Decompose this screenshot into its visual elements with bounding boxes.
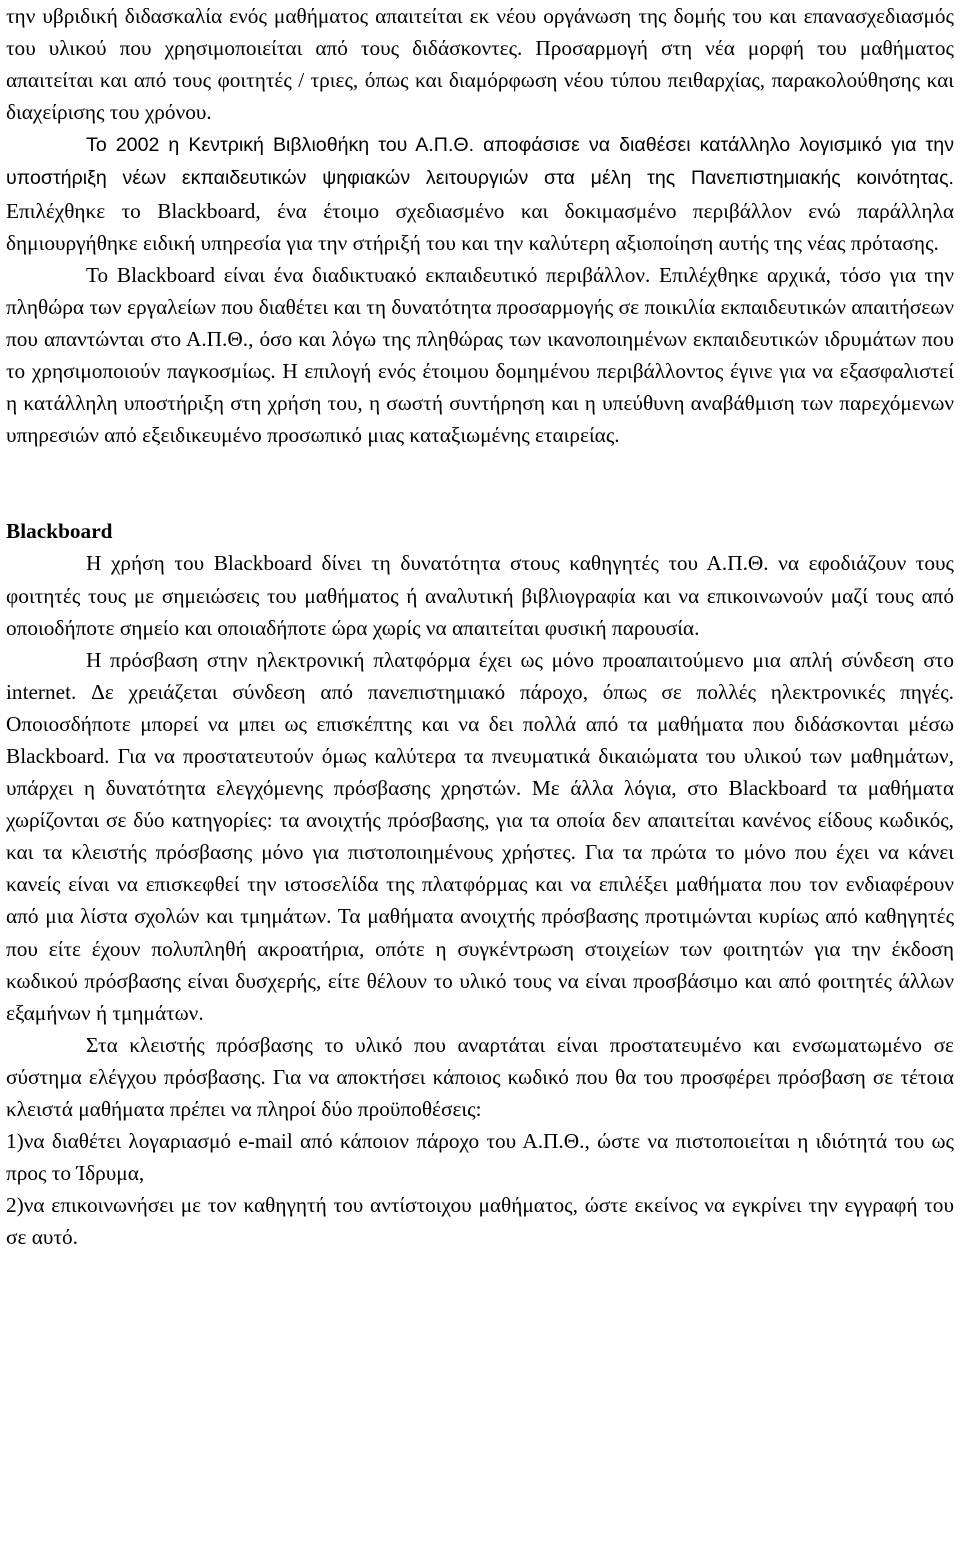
condition-item-1: 1)να διαθέτει λογαριασμό e-mail από κάποιον πάροχο του Α.Π.Θ., ώστε να πιστοποιείται η ιδιότητά του ως προς το Ίδρυμα, [6,1129,954,1186]
usage-paragraph: Η χρήση του Blackboard δίνει τη δυνατότητα στους καθηγητές του Α.Π.Θ. να εφοδιάζουν τους φοιτητές τους με σημειώσεις του μαθήματος ή αναλυτική βιβλιογραφία και να επικοινωνούν μαζί τους από οποιοδήποτε σημείο και οποιαδήποτε ώρα χωρίς να απαιτείται φυσική παρουσία. [6,551,954,640]
library-decision-paragraph [6,128,954,258]
section-heading: Blackboard [6,519,113,544]
document-page [6,0,954,1253]
section-spacer [6,451,954,515]
intro-paragraph: την υβριδική διδασκαλία ενός μαθήματος απαιτείται εκ νέου οργάνωση της δομής του και επανασχεδιασμός του υλικού που χρησιμοποιείται από τους διδάσκοντες. Προσαρμογή στη νέα μορφή του μαθήματος απαιτείται και από τους φοιτητές / τριες, όπως και διαμόρφωση νέου τύπου πειθαρχίας, παρακολούθησης και διαχείρισης του χρόνου. [6,4,954,125]
access-paragraph: Η πρόσβαση στην ηλεκτρονική πλατφόρμα έχει ως μόνο προαπαιτούμενο μια απλή σύνδεση στο internet. Δε χρειάζεται σύνδεση από πανεπιστημιακό πάροχο, όπως σε πολλές ηλεκτρονικές πηγές. Οποιοσδήποτε μπορεί να μπει ως επισκέπτης και να δει πολλά από τα μαθήματα που διδάσκονται μέσω Blackboard. Για να προστατευτούν όμως καλύτερα τα πνευματικά δικαιώματα του υλικού των μαθημάτων, υπάρχει η δυνατότητα ελεγχόμενης πρόσβασης χρηστών. Με άλλα λόγια, στο Blackboard τα μαθήματα χωρίζονται σε δύο κατηγορίες: τα ανοιχτής πρόσβασης, για τα οποία δεν απαιτείται κανένος είδους κωδικός, και τα κλειστής πρόσβασης μόνο για πιστοποιημένους χρήστες. Για τα πρώτα το μόνο που έχει να κάνει κανείς είναι να επισκεφθεί την ιστοσελίδα της πλατφόρμας και να επιλέξει μαθήματα που τον ενδιαφέρουν από μια λίστα σχολών και τμημάτων. Τα μαθήματα ανοιχτής πρόσβασης προτιμώνται κυρίως από καθηγητές που είτε έχουν πολυπληθή ακροατήρια, οπότε η συγκέντρωση στοιχείων των φοιτητών για την έκδοση κωδικού πρόσβασης είναι δυσχερής, είτε θέλουν το υλικό τους να είναι προσβάσιμο και από φοιτητές άλλων εξαμήνων ή τμημάτων. [6,647,954,1025]
library-decision-sentence: Το 2002 η Κεντρική Βιβλιοθήκη του Α.Π.Θ. αποφάσισε να διαθέσει κατάλληλο λογισμικό για την υποστήριξη νέων εκπαιδευτικών ψηφιακών λειτουργιών στα μέλη της Πανεπιστημιακής κοινότητας. [6,134,954,190]
condition-item-2: 2)να επικοινωνήσει με τον καθηγητή του αντίστοιχου μαθήματος, ώστε εκείνος να εγκρίνει την εγγραφή του σε αυτό. [6,1193,954,1250]
closed-access-paragraph: Στα κλειστής πρόσβασης το υλικό που αναρτάται είναι προστατευμένο και ενσωματωμένο σε σύστημα ελέγχου πρόσβασης. Για να αποκτήσει κάποιος κωδικό που θα του προσφέρει πρόσβαση σε τέτοια κλειστά μαθήματα πρέπει να πληροί δύο προϋποθέσεις: [6,1032,954,1121]
blackboard-selection-sentence: Επιλέχθηκε το Blackboard, ένα έτοιμο σχεδιασμένο και δοκιμασμένο περιβάλλον ενώ παράλληλα δημιουργήθηκε ειδική υπηρεσία για την στήριξή του και την καλύτερη αξιοποίηση αυτής της νέας πρότασης. [6,198,954,255]
blackboard-environment-paragraph: Το Blackboard είναι ένα διαδικτυακό εκπαιδευτικό περιβάλλον. Επιλέχθηκε αρχικά, τόσο για την πληθώρα των εργαλείων που διαθέτει και τη δυνατότητα προσαρμογής σε ποικιλία εκπαιδευτικών απαιτήσεων που απαντώνται στο Α.Π.Θ., όσο και λόγω της πληθώρας των ικανοποιημένων εκπαιδευτικών ιδρυμάτων που το χρησιμοποιούν παγκοσμίως. Η επιλογή ενός έτοιμου δομημένου περιβάλλοντος έγινε για να εξασφαλιστεί η κατάλληλη υποστήριξη στη χρήση του, η σωστή συντήρηση και η υπεύθυνη αναβάθμιση των παρεχόμενων υπηρεσιών από εξειδικευμένο προσωπικό μιας καταξιωμένης εταιρείας. [6,262,954,448]
